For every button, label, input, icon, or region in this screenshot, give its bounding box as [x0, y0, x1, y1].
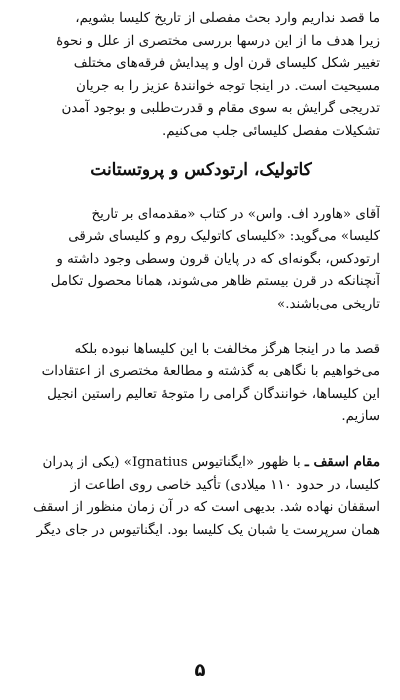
text-line: تشکیلات مفصل کلیسائی جلب می‌کنیم. [161, 123, 380, 139]
paragraph-vos-quote [22, 204, 380, 317]
text-line: اسقفان نهاده شد. بدیهی است که در آن زمان منظور از اسقف [32, 500, 380, 516]
intro-paragraph [22, 8, 380, 144]
bishop-lead-term: مقام اسقف ـ [304, 453, 380, 470]
text-line: آقای «هاورد اف. واس» در کتاب «مقدمه‌ای بر تاریخ [91, 206, 380, 222]
text-line: آنچنانکه در قرن بیستم ظاهر می‌شوند، همانا محصول تکامل [50, 274, 380, 290]
text-line: تغییر شکل کلیسای قرن اول و پیدایش فرقه‌های مختلف [73, 56, 380, 72]
text-line: تاریخی می‌باشند.» [277, 296, 380, 312]
paragraph-gap [22, 429, 380, 451]
text-line: ما قصد نداریم وارد بحث مفصلی از تاریخ کلیسا بشویم، [75, 11, 380, 26]
paragraph-bishop [22, 451, 380, 542]
text-line: قصد ما در اینجا هرگز مخالفت با این کلیساها نبوده بلکه [74, 341, 380, 357]
text-line: می‌خواهیم با نگاهی به گذشته و مطالعهٔ مختصری از اعتقادات [41, 364, 380, 380]
text-line: کلیسا» می‌گوید: «کلیسای کاتولیک روم و کلیسای شرقی [68, 229, 380, 245]
text-line [22, 451, 380, 475]
paragraph-gap [22, 317, 380, 339]
bishop-first-line: با ظهور «ایگناتیوس Ignatius» (یکی از پدران [42, 454, 305, 470]
text-line: تدریجی گرایش به سوی مقام و قدرت‌طلبی و بوجود آمدن [61, 101, 380, 117]
text-line: مسیحیت است. در اینجا توجه خوانندهٔ عزیز را به جریان [75, 78, 380, 94]
text-line: ارتودکس، بگونه‌ای که در پایان قرون وسطی وجود داشته و [56, 251, 380, 267]
page-number: ۵ [194, 660, 206, 681]
text-line: این کلیساها، خوانندگان گرامی را متوجهٔ تعالیم راستین انجیل [47, 386, 380, 402]
section-heading: کاتولیک، ارتودکس و پروتستانت [90, 159, 312, 180]
paragraph-intent [22, 339, 380, 429]
page-body [22, 8, 380, 542]
text-line: سازیم. [341, 409, 380, 425]
text-line: کلیسا، در حدود ۱۱۰ میلادی) تأکید خاصی روی اطاعت از [70, 477, 380, 493]
text-line: همان سرپرست یا شبان یک کلیسا بود. ایگناتیوس در جای دیگر [36, 522, 380, 538]
text-line: زیرا هدف ما از این درسها بررسی مختصری از علل و نحوهٔ [56, 33, 380, 49]
